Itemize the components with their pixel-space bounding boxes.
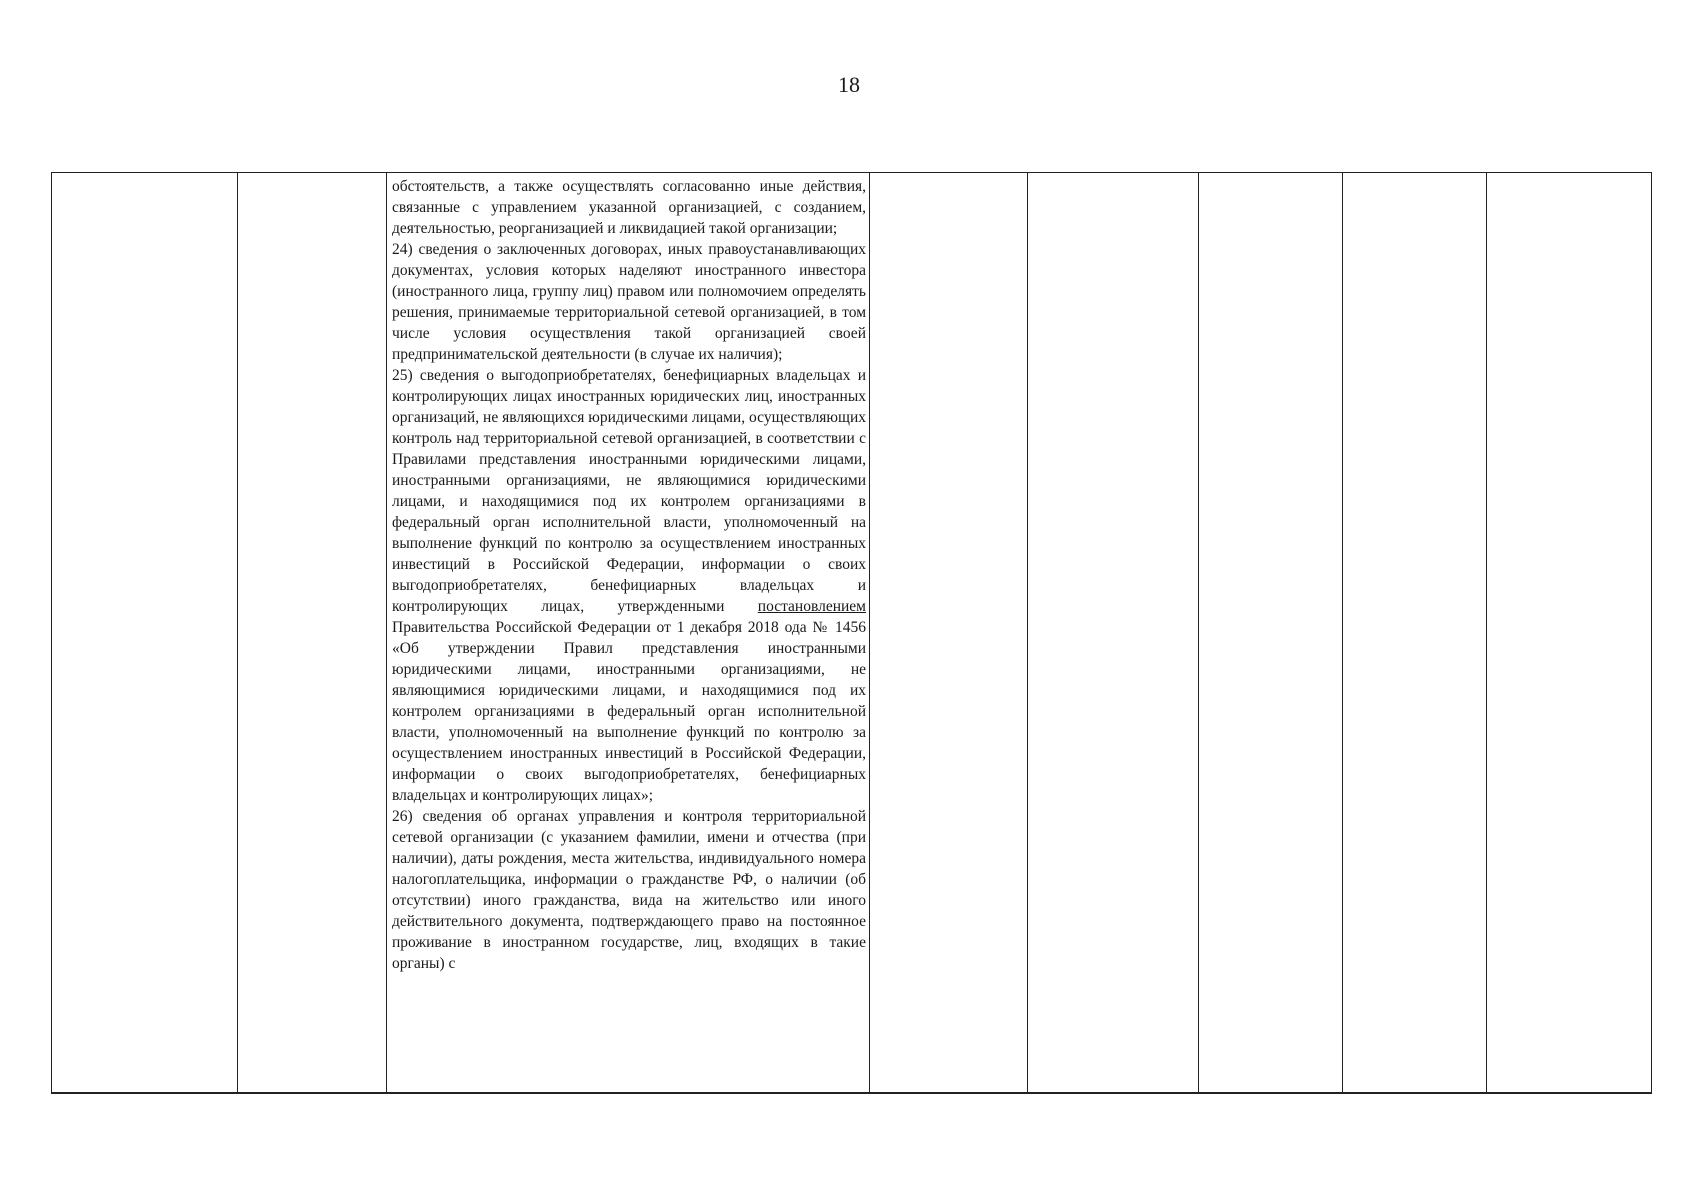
column-divider xyxy=(1342,173,1343,1092)
paragraph-item-24: 24) сведения о заключенных договорах, иных правоустанавливающих документах, условия которых наделяют иностранного инвестора (иностранного лица, группу лиц) правом или полномочием определять решения, принимаемые территориальной сетевой организацией, в том числе условия осуществления такой организацией своей предпринимательской деятельности (в случае их наличия); xyxy=(392,241,866,363)
regulation-link[interactable]: постановлением xyxy=(757,598,866,615)
column-divider xyxy=(869,173,870,1092)
column-divider xyxy=(237,173,238,1092)
column-divider xyxy=(386,173,387,1092)
document-table xyxy=(51,172,1652,1094)
table-cell-text xyxy=(392,176,866,974)
paragraph-item-25-text-rest: Правительства Российской Федерации от 1 декабря 2018 ода № 1456 «Об утверждении Правил представления иностранными юридическими лицами, иностранными организациями, не являющимися юридическими лицами, и находящимися под их контролем организациями в федеральный орган исполнительной власти, уполномоченный на выполнение функций по контролю за осуществлением иностранных инвестиций в Российской Федерации, информации о своих выгодоприобретателях, бенефициарных владельцах и контролирующих лицах»; xyxy=(392,619,866,804)
column-divider xyxy=(1027,173,1028,1092)
paragraph-item-26: 26) сведения об органах управления и контроля территориальной сетевой организации (с указанием фамилии, имени и отчества (при наличии), даты рождения, места жительства, индивидуального номера налогоплательщика, информации о гражданстве РФ, о наличии (об отсутствии) иного гражданства, вида на жительство или иного действительного документа, подтверждающего право на постоянное проживание в иностранном государстве, лиц, входящих в такие органы) с xyxy=(392,808,866,972)
paragraph-item-25-text: 25) сведения о выгодоприобретателях, бенефициарных владельцах и контролирующих лицах иностранных юридических лиц, иностранных организаций, не являющихся юридическими лицами, осуществляющих контроль над территориальной сетевой организацией, в соответствии с Правилами представления иностранными юридическими лицами, иностранными организациями, не являющимися юридическими лицами, и находящимися под их контролем организациями в федеральный орган исполнительной власти, уполномоченный на выполнение функций по контролю за осуществлением иностранных инвестиций в Российской Федерации, информации о своих выгодоприобретателях, бенефициарных владельцах и контролирующих лицах, утвержденными xyxy=(392,367,866,615)
paragraph-item-25 xyxy=(392,365,866,806)
paragraph-continuation: обстоятельств, а также осуществлять согласованно иные действия, связанные с управлением указанной организацией, с созданием, деятельностью, реорганизацией и ликвидацией такой организации; xyxy=(392,178,866,237)
column-divider xyxy=(1486,173,1487,1092)
column-divider xyxy=(1198,173,1199,1092)
page-number: 18 xyxy=(838,72,860,97)
